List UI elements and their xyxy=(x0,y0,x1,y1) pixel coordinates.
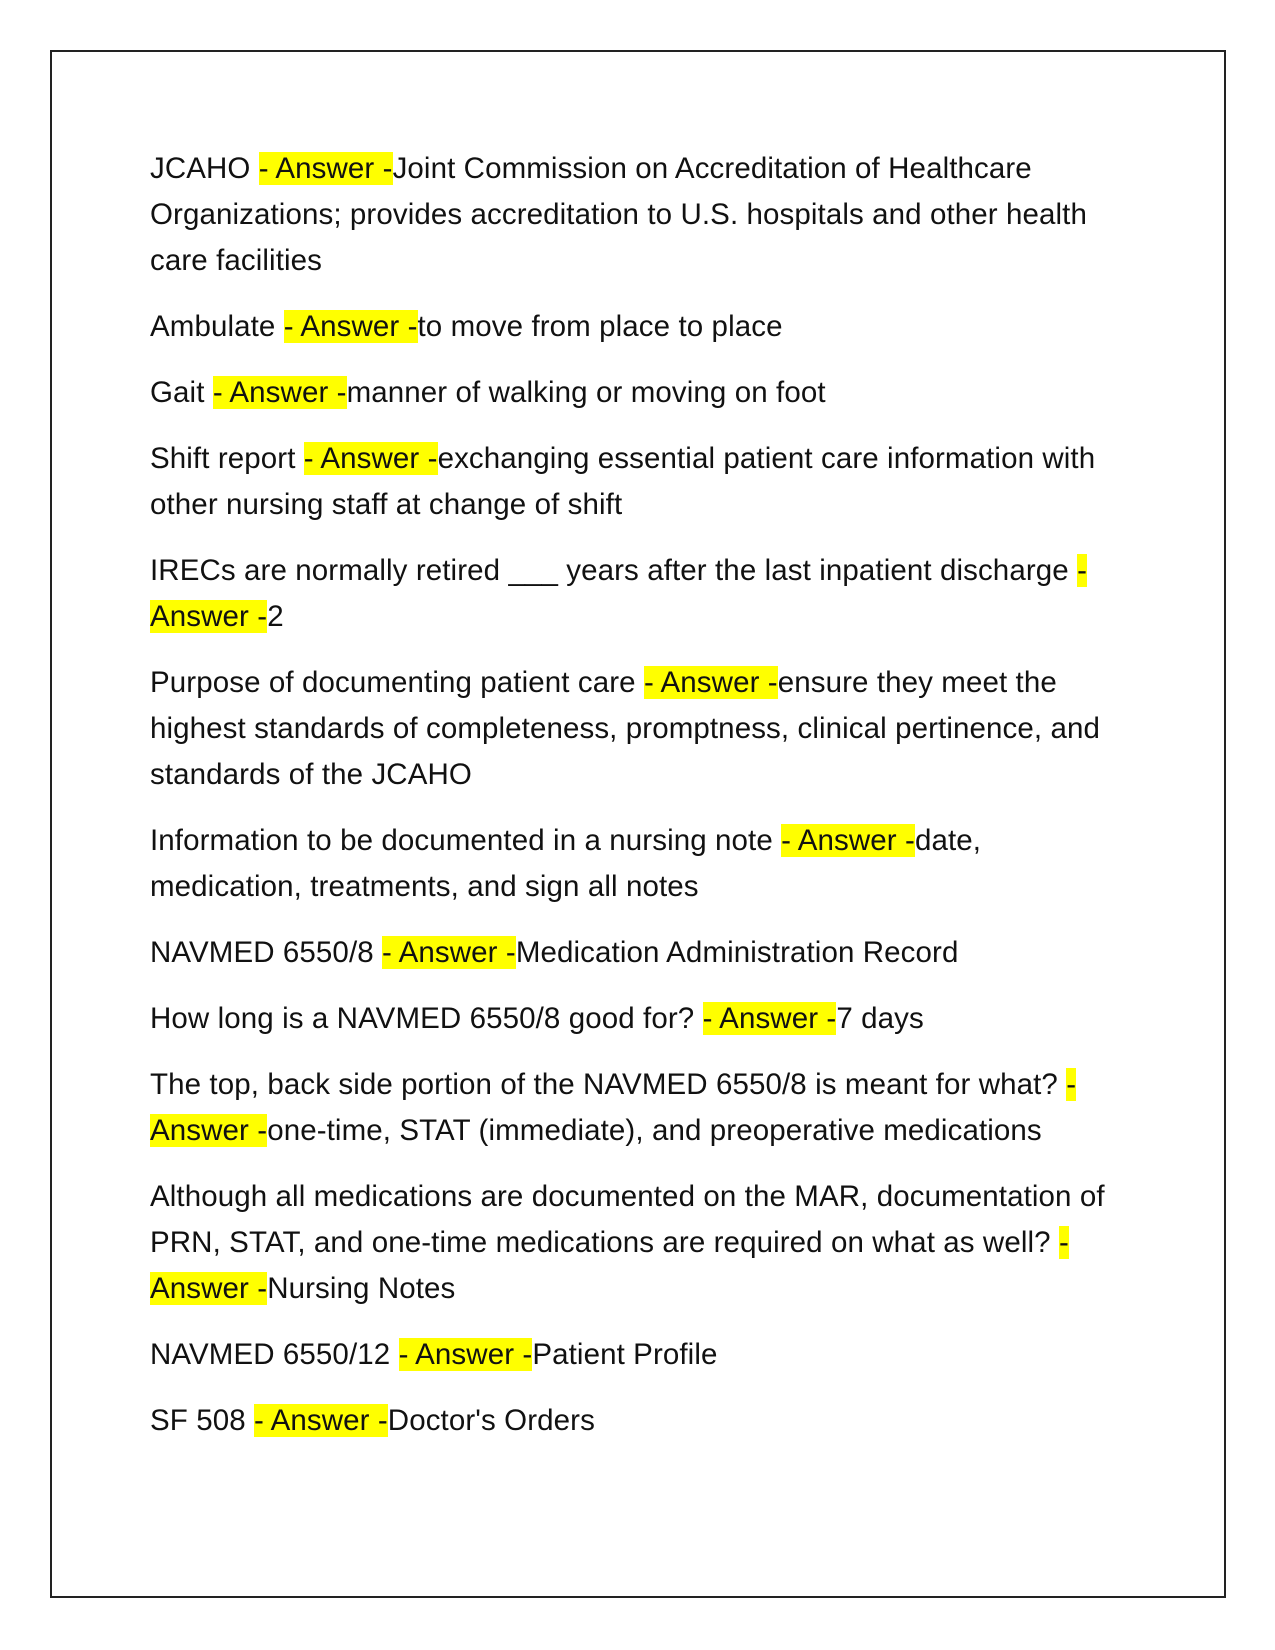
question-text: The top, back side portion of the NAVMED 6550/8 is meant for what? xyxy=(150,1068,1067,1101)
question-text: How long is a NAVMED 6550/8 good for? xyxy=(150,1002,703,1035)
qa-entry xyxy=(150,1174,1140,1312)
answer-text: Joint Commission on Accreditation of Healthcare Organizations; provides accreditation to U.S. hospitals and other health care facilities xyxy=(150,152,1087,277)
answer-marker: - Answer - xyxy=(303,442,438,475)
answer-text: Medication Administration Record xyxy=(515,936,959,969)
question-text: NAVMED 6550/12 xyxy=(150,1338,399,1371)
qa-entry xyxy=(150,1398,1140,1444)
answer-marker: - Answer - xyxy=(702,1002,837,1035)
answer-text: date, medication, treatments, and sign all notes xyxy=(150,824,982,903)
answer-text: Doctor's Orders xyxy=(387,1404,595,1437)
question-text: SF 508 xyxy=(150,1404,255,1437)
answer-marker: - Answer - xyxy=(254,1404,388,1437)
question-text: Although all medications are documented on the MAR, documentation of PRN, STAT, and one-time medications are required on what as well? xyxy=(150,1180,1105,1259)
answer-text: 2 xyxy=(267,600,284,633)
answer-marker: - Answer - xyxy=(283,310,418,343)
answer-text: Nursing Notes xyxy=(267,1272,456,1305)
document-body xyxy=(150,146,1140,1464)
qa-entry xyxy=(150,548,1140,640)
question-text: IRECs are normally retired ___ years after the last inpatient discharge xyxy=(150,554,1078,587)
answer-text: manner of walking or moving on foot xyxy=(346,376,826,409)
answer-text: one-time, STAT (immediate), and preoperative medications xyxy=(267,1114,1042,1147)
answer-marker: - Answer - xyxy=(150,1226,1069,1305)
qa-entry xyxy=(150,1332,1140,1378)
qa-entry xyxy=(150,660,1140,798)
qa-entry xyxy=(150,1062,1140,1154)
qa-entry xyxy=(150,436,1140,528)
qa-entry xyxy=(150,304,1140,350)
question-text: JCAHO xyxy=(150,152,259,185)
question-text: Information to be documented in a nursing note xyxy=(150,824,782,857)
answer-marker: - Answer - xyxy=(781,824,915,857)
question-text: NAVMED 6550/8 xyxy=(150,936,383,969)
question-text: Shift report xyxy=(150,442,304,475)
qa-entry xyxy=(150,370,1140,416)
answer-text: ensure they meet the highest standards of completeness, promptness, clinical pertinence, and standards of the JCAHO xyxy=(150,666,1100,791)
answer-marker: - Answer - xyxy=(643,666,778,699)
answer-marker: - Answer - xyxy=(150,1068,1077,1147)
question-text: Purpose of documenting patient care xyxy=(150,666,644,699)
question-text: Ambulate xyxy=(150,310,284,343)
answer-marker: - Answer - xyxy=(258,152,393,185)
answer-text: 7 days xyxy=(836,1002,924,1035)
answer-marker: - Answer - xyxy=(150,554,1087,633)
answer-text: Patient Profile xyxy=(532,1338,718,1371)
answer-marker: - Answer - xyxy=(382,936,516,969)
answer-marker: - Answer - xyxy=(398,1338,533,1371)
qa-entry xyxy=(150,996,1140,1042)
qa-entry xyxy=(150,818,1140,910)
question-text: Gait xyxy=(150,376,213,409)
answer-text: to move from place to place xyxy=(417,310,783,343)
answer-marker: - Answer - xyxy=(212,376,347,409)
qa-entry xyxy=(150,930,1140,976)
answer-text: exchanging essential patient care information with other nursing staff at change of shift xyxy=(150,442,1096,521)
qa-entry xyxy=(150,146,1140,284)
